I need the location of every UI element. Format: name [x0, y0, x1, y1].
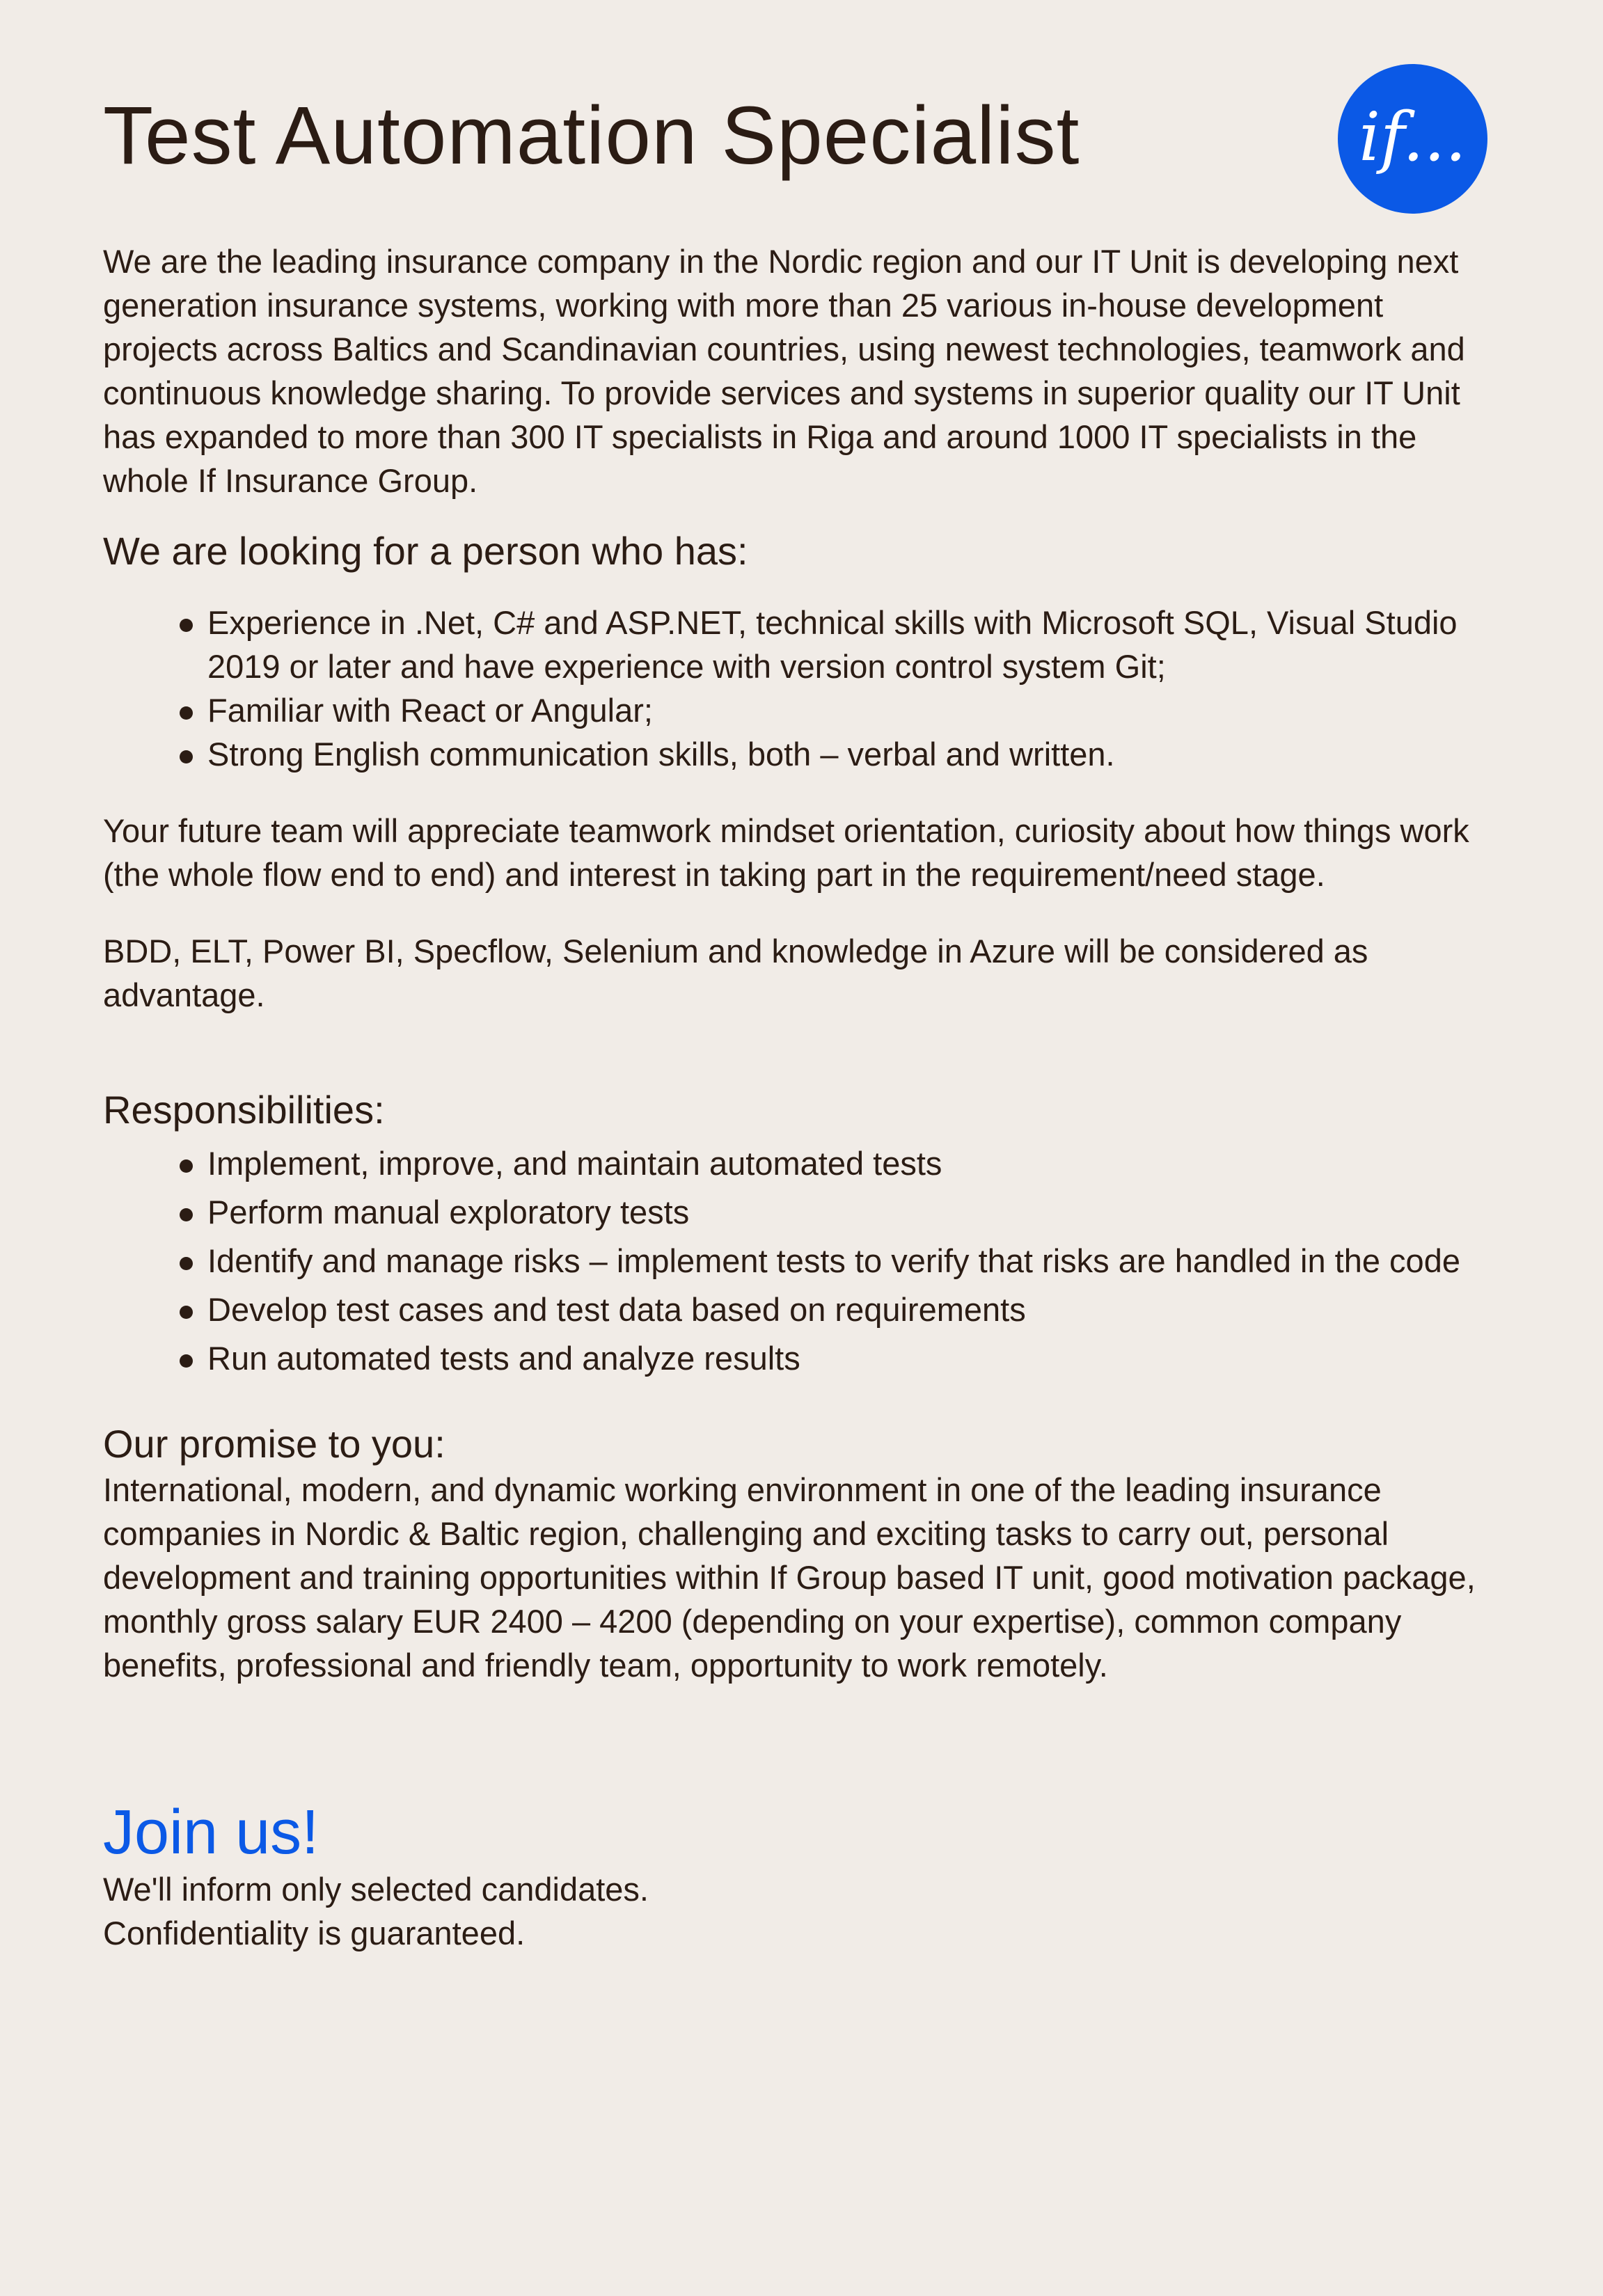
- list-item: [180, 1288, 1502, 1331]
- promise-heading: Our promise to you:: [103, 1422, 445, 1466]
- list-item: [180, 1239, 1502, 1283]
- bullet-icon: [180, 1159, 193, 1173]
- bullet-icon: [180, 1208, 193, 1221]
- bullet-icon: [180, 1354, 193, 1368]
- if-logo-text: if...: [1359, 97, 1467, 176]
- list-item: [180, 688, 1502, 732]
- join-heading: Join us!: [103, 1797, 319, 1867]
- promise-paragraph: International, modern, and dynamic working environment in one of the leading insurance companies in Nordic & Baltic region, challenging and exciting tasks to carry out, personal development and training opportunities within If Group based IT unit, good motivation package, monthly gross salary EUR 2400 – 4200 (depending on your expertise), common company benefits, professional and friendly team, opportunity to work remotely.: [103, 1471, 1476, 1684]
- responsibility-text: Develop test cases and test data based on requirements: [207, 1291, 1026, 1329]
- team-paragraph: Your future team will appreciate teamwork mindset orientation, curiosity about how things work (the whole flow end to end) and interest in taking part in the requirement/need stage.: [103, 812, 1469, 894]
- list-item: [180, 601, 1502, 688]
- requirement-text: Strong English communication skills, both – verbal and written.: [207, 736, 1115, 773]
- list-item: [180, 1336, 1502, 1380]
- list-item: [180, 732, 1502, 776]
- list-item: [180, 1141, 1502, 1185]
- responsibilities-heading: Responsibilities:: [103, 1088, 385, 1132]
- bullet-icon: [180, 706, 193, 720]
- responsibilities-list: [103, 1141, 1502, 1380]
- advantage-paragraph: BDD, ELT, Power BI, Specflow, Selenium and knowledge in Azure will be considered as advantage.: [103, 933, 1368, 1014]
- bullet-icon: [180, 750, 193, 763]
- if-logo: [1338, 64, 1487, 214]
- list-item: [180, 1190, 1502, 1234]
- requirements-heading: We are looking for a person who has:: [103, 529, 748, 573]
- responsibility-text: Perform manual exploratory tests: [207, 1194, 690, 1231]
- intro-paragraph: We are the leading insurance company in the Nordic region and our IT Unit is developing next generation insurance systems, working with more than 25 various in-house development projects across Baltics and Scandinavian countries, using newest technologies, teamwork and continuous knowledge sharing. To provide services and systems in superior quality our IT Unit has expanded to more than 300 IT specialists in Riga and around 1000 IT specialists in the whole If Insurance Group.: [103, 243, 1465, 499]
- main-content: [103, 239, 1502, 1955]
- responsibility-text: Implement, improve, and maintain automated tests: [207, 1145, 942, 1182]
- requirement-text: Familiar with React or Angular;: [207, 692, 653, 729]
- bullet-icon: [180, 1257, 193, 1270]
- responsibility-text: Run automated tests and analyze results: [207, 1340, 800, 1377]
- bullet-icon: [180, 1306, 193, 1319]
- responsibility-text: Identify and manage risks – implement tests to verify that risks are handled in the code: [207, 1242, 1460, 1280]
- page-title: Test Automation Specialist: [103, 90, 1080, 182]
- closing-line-1: We'll inform only selected candidates.: [103, 1870, 649, 1908]
- bullet-icon: [180, 619, 193, 632]
- closing-line-2: Confidentiality is guaranteed.: [103, 1914, 526, 1951]
- requirement-text: Experience in .Net, C# and ASP.NET, technical skills with Microsoft SQL, Visual Studio 2019 or later and have experience with version control system Git;: [207, 604, 1458, 686]
- requirements-list: [103, 601, 1502, 776]
